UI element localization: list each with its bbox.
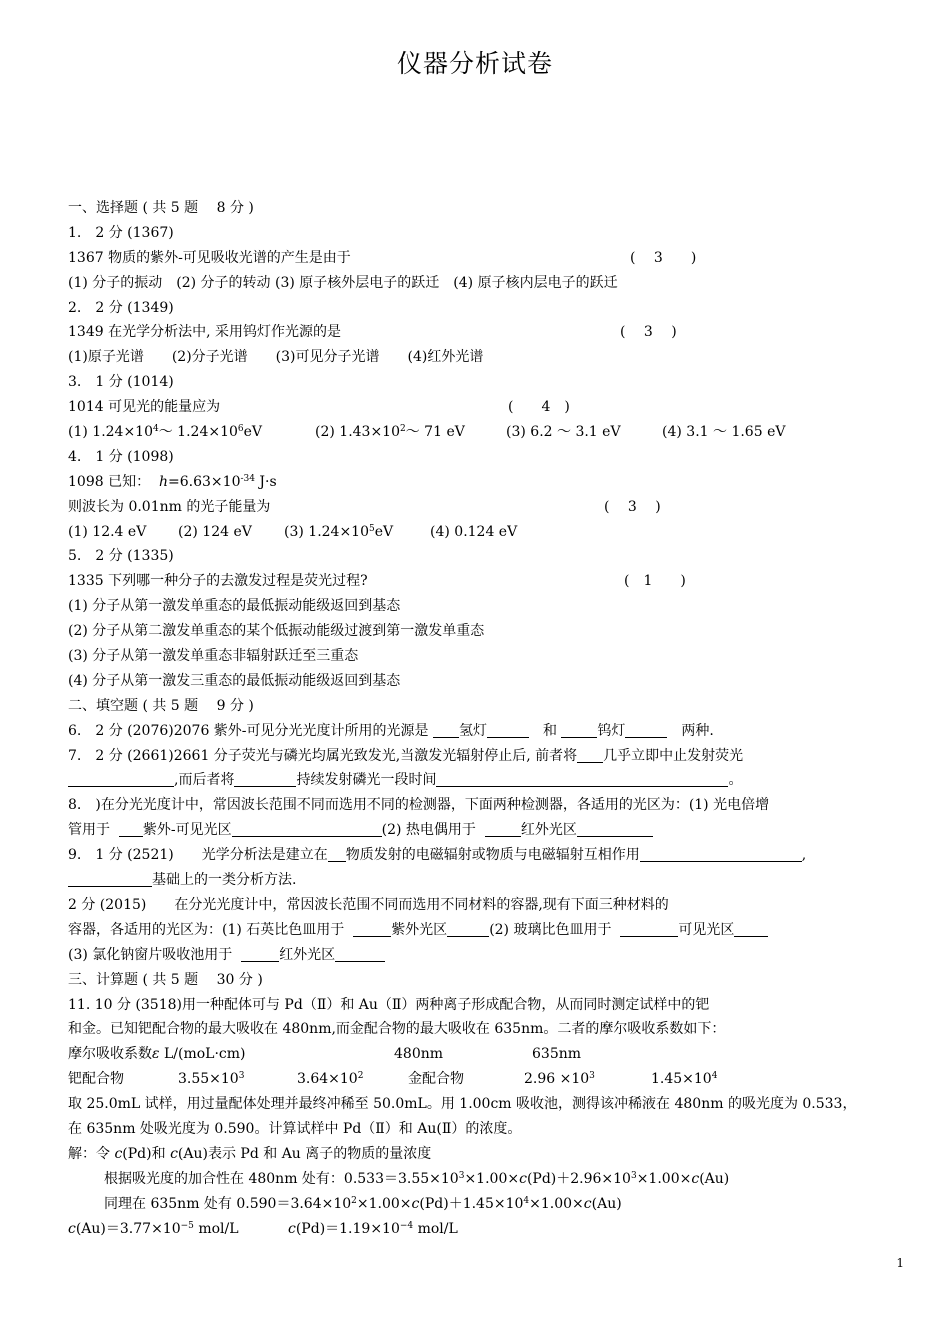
question-5-stem <box>68 569 908 594</box>
option-1: (1) $1.24\times 10^4\sim$ $1.24\times 10^6eV$ <box>68 424 263 441</box>
question-2-header: 2. 2 分 (1349) <box>68 299 174 316</box>
question-6: 6. 2 分 (2076)2076 紫外-可见分光光度计所用的光源是 氢灯 和 钨灯 两种. <box>68 722 714 739</box>
stem-text: 1367 物质的紫外-可见吸收光谱的产生是由于 <box>68 249 351 266</box>
table-header-635: 635nm <box>532 1046 582 1063</box>
blank-answer: 持续发射磷光一段时间 <box>296 772 437 789</box>
table-header-480: 480nm <box>394 1046 444 1063</box>
exam-content <box>68 196 908 1241</box>
question-7-line-2: ,而后者将 持续发射磷光一段时间 。 <box>68 768 908 793</box>
question-4-header: 4. 1 分 (1098) <box>68 448 174 465</box>
option-3: (3) $1.24\times 10^5eV$ <box>284 523 394 540</box>
question-2-stem <box>68 320 908 345</box>
answer-bracket: ( 4 ) <box>508 399 570 416</box>
blank-answer: 几乎立即中止发射荧光 <box>603 747 744 764</box>
section-heading: 三、计算题 ( 共 5 题 30 分 ) <box>68 971 263 988</box>
stem-text: 则波长为 0.01nm 的光子能量为 <box>68 498 271 515</box>
table-cell: $3.64\times 10^2$ <box>297 1071 364 1088</box>
question-11-line-2: 和金。已知钯配合物的最大吸收在 480nm,而金配合物的最大吸收在 635nm。二者的摩尔吸收系数如下： <box>68 1021 726 1038</box>
option-1: (1) 12.4 eV <box>68 523 147 540</box>
page-number: 1 <box>896 1256 904 1270</box>
blank-answer: 紫外光区 <box>391 921 448 938</box>
question-10-line-3: (3) 氯化钠窗片吸收池用于 红外光区 <box>68 943 908 968</box>
stem-text: 1014 可见光的能量应为 <box>68 399 221 416</box>
question-10-line-2: 容器，各适用的光区为：(1) 石英比色皿用于 紫外光区 (2) 玻璃比色皿用于 可见光区 <box>68 918 908 943</box>
question-8-line-1: 8. )在分光光度计中，常因波长范围不同而选用不同的检测器，下面两种检测器，各适用的光区为：(1) 光电倍增 <box>68 797 770 814</box>
table-cell: $1.45\times 10^4$ <box>651 1071 718 1088</box>
stem-text: 1335 下列哪一种分子的去激发过程是荧光过程? <box>68 573 368 590</box>
blank-answer: 紫外-可见光区 <box>142 822 232 839</box>
question-11-line-1: 11. 10 分 (3518)用一种配体可与 Pd（Ⅱ）和 Au（Ⅱ）两种离子形成配合物，从而同时测定试样中的钯 <box>68 996 710 1013</box>
question-1-options: (1) 分子的振动 (2) 分子的转动 (3) 原子核外层电子的跃迁 (4) 原子核内层电子的跃迁 <box>68 274 618 291</box>
absorption-table-row <box>68 1067 908 1092</box>
blank-answer: 可见光区 <box>678 921 735 938</box>
question-10-line-1: 2 分 (2015) 在分光光度计中，常因波长范围不同而选用不同材料的容器,现有下面三种材料的 <box>68 896 669 913</box>
question-5-option-1: (1) 分子从第一激发单重态的最低振动能级返回到基态 <box>68 598 401 615</box>
question-3-options <box>68 420 908 445</box>
question-9-line-1: 9. 1 分 (2521) 光学分析法是建立在 物质发射的电磁辐射或物质与电磁辐射互相作用 , <box>68 847 807 864</box>
answer-bracket: ( 3 ) <box>604 498 661 515</box>
blank-answer: 物质发射的电磁辐射或物质与电磁辐射互相作用 <box>345 847 640 864</box>
answer-bracket: ( 3 ) <box>630 249 697 266</box>
answer-bracket: ( 3 ) <box>620 324 677 341</box>
question-4-given: 1098 已知： $h=6.63\times 10^{-34}$ J·s <box>68 473 277 490</box>
section-heading: 二、填空题 ( 共 5 题 9 分 ) <box>68 697 254 714</box>
table-header-label: 摩尔吸收系数ε L/(moL·cm) <box>68 1046 246 1063</box>
table-cell: 金配合物 <box>408 1071 464 1088</box>
question-9-line-2: 基础上的一类分析方法. <box>68 868 908 893</box>
question-3-header: 3. 1 分 (1014) <box>68 374 174 391</box>
blank-answer: 氢灯 <box>458 722 487 739</box>
question-2-options: (1)原子光谱 (2)分子光谱 (3)可见分子光谱 (4)红外光谱 <box>68 349 484 366</box>
result-pd: $c(Pd)=1.19\times 10^{-4}$ mol/L <box>288 1220 458 1237</box>
question-8-line-2: 管用于 紫外-可见光区 (2) 热电偶用于 红外光区 <box>68 818 908 843</box>
answer-bracket: ( 1 ) <box>624 573 686 590</box>
result-au: $c(Au)=3.77\times 10^{-5}$ mol/L <box>68 1220 239 1237</box>
solution-line-2: 根据吸光度的加合性在 480nm 处有：$0.533=3.55\times 10^3\times 1.00\times c(Pd)+2.96\times 10^3\times 1.00\times c(Au)$ <box>104 1170 730 1187</box>
question-11-line-6: 在 635nm 处吸光度为 0.590。计算试样中 Pd（Ⅱ）和 Au(Ⅱ）的浓度。 <box>68 1120 522 1137</box>
section-heading: 一、选择题 ( 共 5 题 8 分 ) <box>68 200 254 216</box>
table-cell: 钯配合物 <box>68 1071 124 1088</box>
question-5-option-3: (3) 分子从第一激发单重态非辐射跃迁至三重态 <box>68 648 359 665</box>
question-5-option-4: (4) 分子从第一激发三重态的最低振动能级返回到基态 <box>68 672 401 689</box>
blank-answer: 红外光区 <box>520 822 577 839</box>
solution-line-1: 解：令 c(Pd)和 c(Au)表示 Pd 和 Au 离子的物质的量浓度 <box>68 1145 432 1162</box>
option-2: (2) $1.43\times 10^2\sim$ 71 eV <box>315 424 465 441</box>
question-4-stem <box>68 495 908 520</box>
option-3: (3) 6.2 ～ 3.1 eV <box>506 424 621 441</box>
table-cell: $2.96 \times 10^3$ <box>524 1071 595 1088</box>
question-5-header: 5. 2 分 (1335) <box>68 548 174 565</box>
question-3-stem <box>68 395 908 420</box>
question-7-line-1: 7. 2 分 (2661)2661 分子荧光与磷光均属光致发光,当激发光辐射停止后, 前者将 几乎立即中止发射荧光 <box>68 747 744 764</box>
option-2: (2) 124 eV <box>178 523 252 540</box>
table-cell: $3.55\times 10^3$ <box>178 1071 245 1088</box>
question-5-option-2: (2) 分子从第二激发单重态的某个低振动能级过渡到第一激发单重态 <box>68 623 485 640</box>
solution-line-3: 同理在 635nm 处有 $0.590=3.64\times 10^2\times 1.00\times c(Pd)+1.45\times 10^4\times 1.00\times c(Au)$ <box>104 1195 622 1212</box>
option-4: (4) 3.1 ～ 1.65 eV <box>662 424 786 441</box>
option-4: (4) 0.124 eV <box>430 523 518 540</box>
question-11-line-5: 取 25.0mL 试样，用过量配体处理并最终冲稀至 50.0mL。用 1.00cm 吸收池，测得该冲稀液在 480nm 的吸光度为 0.533， <box>68 1096 857 1113</box>
blank-answer: 钨灯 <box>597 722 626 739</box>
solution-result <box>68 1217 908 1242</box>
stem-text: 1349 在光学分析法中, 采用钨灯作光源的是 <box>68 324 341 341</box>
question-4-options <box>68 520 908 545</box>
page-title: 仪器分析试卷 <box>396 49 553 78</box>
absorption-table-header <box>68 1042 908 1067</box>
blank-answer: 红外光区 <box>279 946 336 963</box>
question-1-header: 1. 2 分 (1367) <box>68 224 174 241</box>
question-1-stem <box>68 246 908 271</box>
